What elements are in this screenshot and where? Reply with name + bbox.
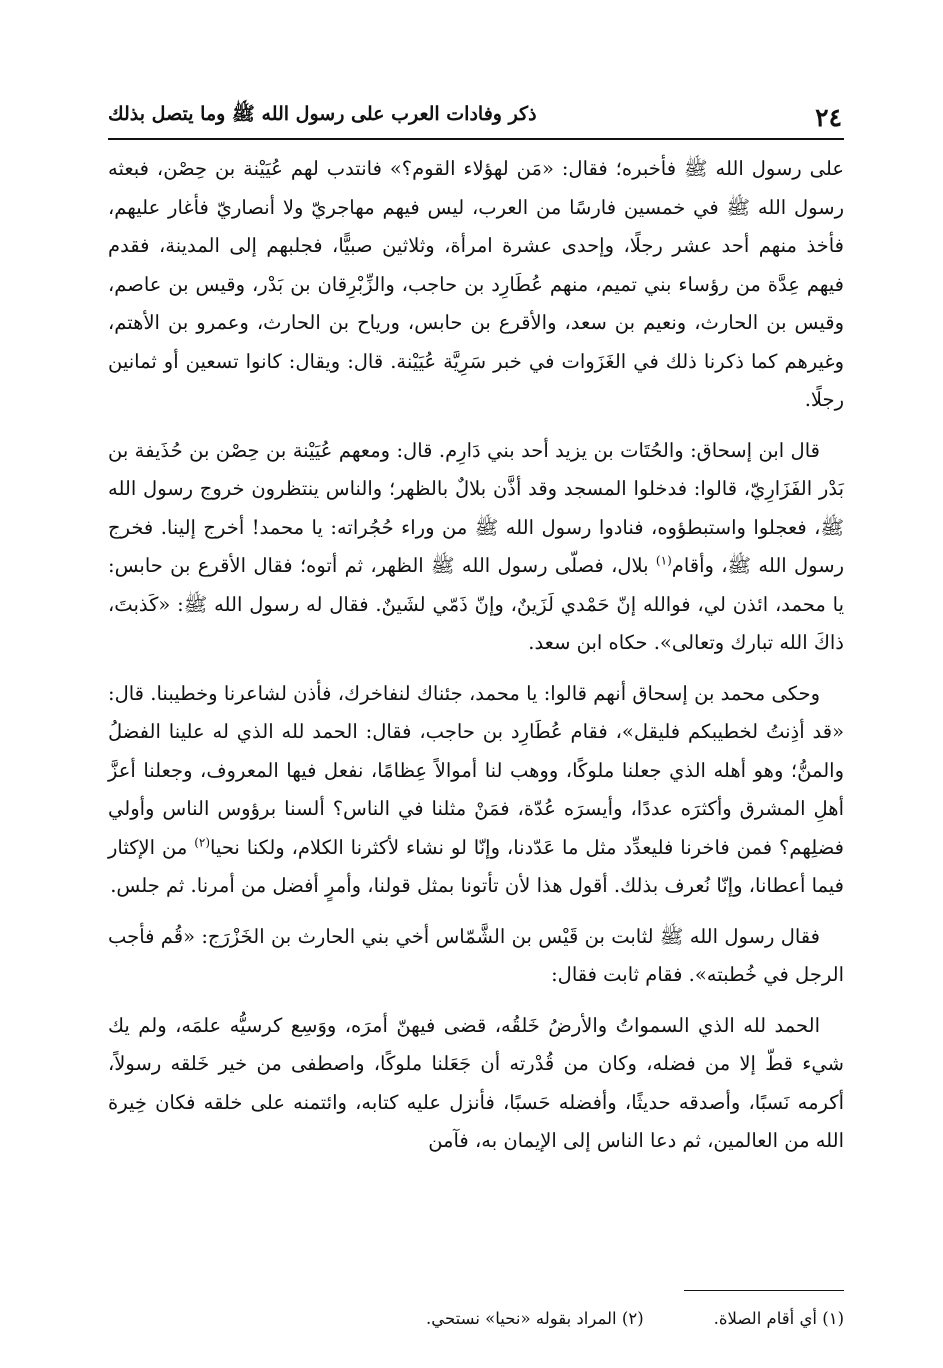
footnote-marker: (٢)	[621, 1309, 644, 1328]
paragraph-text: من الإكثار فيما أعطانا، وإنّا نُعرف بذلك. أقول هذا لأن تأتونا بمثل قولنا، وأمرٍ أفضل من أمرنا. ثم جلس.	[108, 835, 844, 897]
paragraph-text: بلال، فصلّى رسول الله ﷺ الظهر، ثم أتوه؛ فقال الأقرع بن حابس: يا محمد، ائذن لي، فوالله إنّ حَمْدي لَزَينٌ، وإنّ ذَمّي لشَينٌ. فقال له رسول الله ﷺ: «كَذبتَ، ذاكَ الله تبارك وتعالى». حكاه ابن سعد.	[108, 554, 844, 654]
page-number: ٢٤	[815, 103, 842, 132]
footnote-separator	[684, 1290, 844, 1291]
paragraph	[108, 918, 844, 995]
paragraph	[108, 150, 844, 420]
footnotes	[108, 1306, 844, 1332]
footnote-reference: (١)	[655, 553, 672, 568]
page-header	[108, 98, 844, 140]
footnote-2	[426, 1306, 644, 1332]
footnote-text: المراد بقوله «نحيا» نستحي.	[426, 1309, 617, 1328]
paragraph-text: على رسول الله ﷺ فأخبره؛ فقال: «مَن لهؤلاء القوم؟» فانتدب لهم عُيَيْنة بن حِصْن، فبعثه رسول الله ﷺ في خمسين فارسًا من العرب، ليس فيهم مهاجريّ ولا أنصاريّ فأغار عليهم، فأخذ منهم أحد عشر رجلًا، وإحدى عشرة امرأة، وثلاثين صبيًّا، فجلبهم إلى المدينة، فقدم فيهم عِدَّة من رؤساء بني تميم، منهم عُطَارِد بن حاجب، والزِّبْرِقان بن بَدْر، وقيس بن عاصم، وقيس بن الحارث، ونعيم بن سعد، والأقرع بن حابس، ورياح بن الحارث، وعمرو بن الأهتم، وغيرهم كما ذكرنا ذلك في الغَزَوات في خبر سَرِيَّة عُيَيْنة. قال: ويقال: كانوا تسعين أو ثمانين رجلًا.	[108, 157, 844, 411]
paragraph	[108, 1007, 844, 1161]
running-title: ذكر وفادات العرب على رسول الله ﷺ وما يتصل بذلك	[108, 103, 537, 125]
paragraph-text: وحكى محمد بن إسحاق أنهم قالوا: يا محمد، جئناك لنفاخرك، فأذن لشاعرنا وخطيبنا. قال: «قد أذِنتُ لخطيبكم فليقل»، فقام عُطَارِد بن حاجب، فقال: الحمد لله الذي له علينا الفضلُ والمنُّ؛ وهو أهله الذي جعلنا ملوكًا، ووهب لنا أموالاً عِظامًا، نفعل فيها المعروف، وجعلنا أعزَّ أهلِ المشرق وأكثرَه عددًا، وأيسرَه عُدّة، فمَنْ مثلنا في الناس؟ ألسنا برؤوس الناس وأولي فضلِهم؟ فمن فاخرنا فليعدِّد مثل ما عَدّدنا، وإنّا لو نشاء لأكثرنا الكلام، ولكنا نحيا	[108, 681, 844, 859]
paragraph	[108, 675, 844, 906]
footnote-1	[714, 1306, 844, 1332]
body-text	[108, 150, 844, 1173]
paragraph	[108, 432, 844, 663]
footnote-reference: (٢)	[194, 835, 211, 849]
paragraph-text: فقال رسول الله ﷺ لثابت بن قَيْس بن الشَّمّاس أخي بني الحارث بن الخَزْرَج: «قُم فأجب الرجل في خُطبته». فقام ثابت فقال:	[108, 924, 844, 986]
footnote-marker: (١)	[822, 1309, 844, 1328]
paragraph-text: قال ابن إسحاق: والحُتَات بن يزيد أحد بني دَارِم. قال: ومعهم عُيَيْنة بن حِصْن بن حُذَيفة بن بَدْر الفَزَارِيّ، قالوا: فدخلوا المسجد وقد أذَّن بلالٌ بالظهر؛ والناس ينتظرون خروج رسول الله ﷺ، فعجلوا واستبطؤوه، فنادوا رسول الله ﷺ من وراء حُجُراته: يا محمد! أخرج إلينا. فخرج رسول الله ﷺ، وأقام	[108, 438, 844, 577]
footnote-text: أي أقام الصلاة.	[713, 1309, 817, 1328]
paragraph-text: الحمد لله الذي السمواتُ والأرضُ خَلقُه، قضى فيهنّ أمرَه، ووَسِع كرسيُّه علمَه، ولم يك شيء قطّ إلا من فضله، وكان من قُدْرته أن جَعَلنا ملوكًا، واصطفى من خير خَلقه رسولاً، أكرمه نَسبًا، وأصدقه حديثًا، وأفضله حَسبًا، فأنزل عليه كتابه، وائتمنه على خلقه فكان خِيرة الله من العالمين، ثم دعا الناس إلى الإيمان به، فآمن	[108, 1013, 844, 1152]
